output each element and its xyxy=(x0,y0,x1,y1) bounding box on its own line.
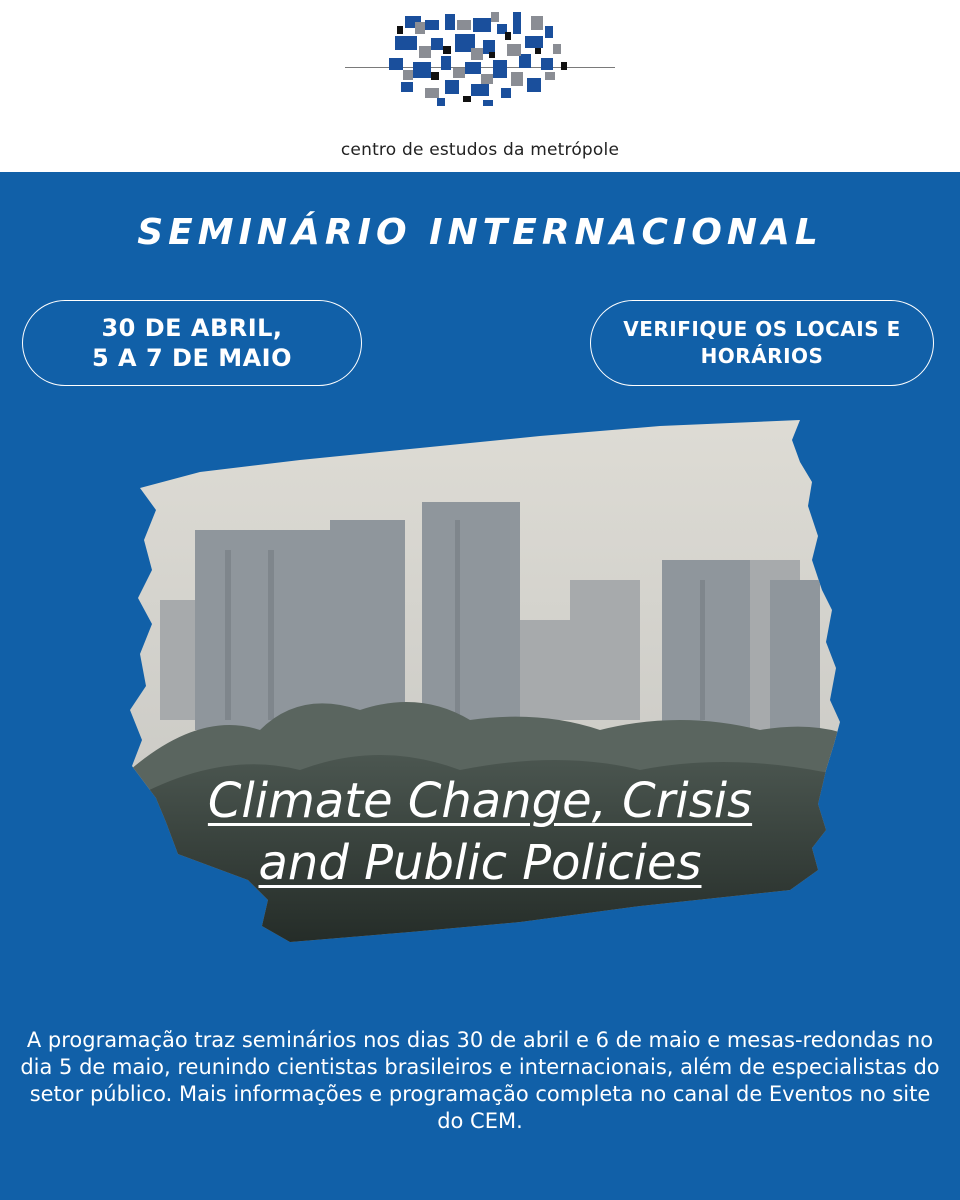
venues-info-line-2: HORÁRIOS xyxy=(700,344,824,368)
cem-mosaic-logo-icon xyxy=(385,8,575,108)
event-dates-line-1: 30 DE ABRIL, xyxy=(101,314,283,342)
event-dates-pill xyxy=(22,300,362,386)
org-name: centro de estudos da metrópole xyxy=(340,140,620,160)
event-title-line-2: and Public Policies xyxy=(258,835,702,891)
event-title xyxy=(0,770,960,894)
event-type-heading: SEMINÁRIO INTERNACIONAL xyxy=(137,212,823,253)
venues-info-pill[interactable] xyxy=(590,300,934,386)
event-dates-line-2: 5 A 7 DE MAIO xyxy=(92,344,292,372)
header xyxy=(0,0,960,172)
venues-info-line-1: VERIFIQUE OS LOCAIS E xyxy=(623,317,901,341)
event-title-line-1: Climate Change, Crisis xyxy=(207,773,753,829)
event-description: A programação traz seminários nos dias 30 de abril e 6 de maio e mesas-redondas no dia 5 de maio, reunindo cientistas brasileiros e internacionais, além de especialistas do setor público. Mais informações e programação completa no canal de Eventos no site do CEM. xyxy=(20,1028,940,1133)
